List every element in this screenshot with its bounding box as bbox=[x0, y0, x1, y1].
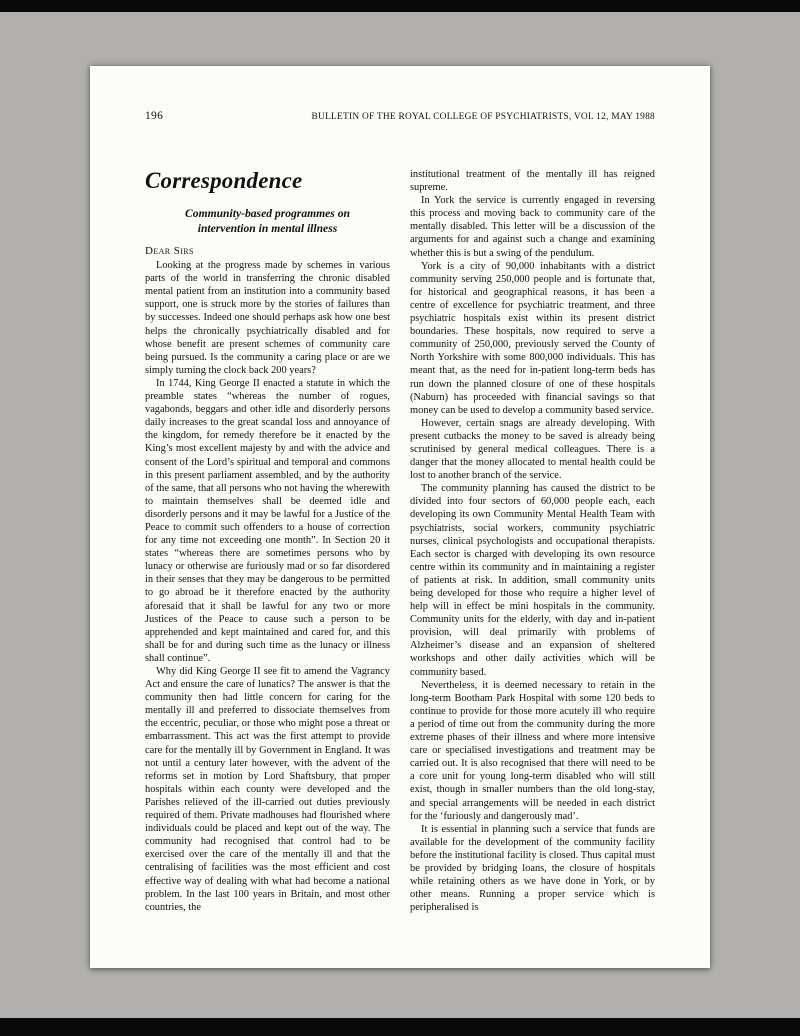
paragraph: In 1744, King George II enacted a statute in which the preamble states “whereas the number of rogues, vagabonds, beggars and other idle and disorderly persons daily increases to the great scandal loss and annoyance of the kingdom, for remedy therefore be it enacted by the King’s most excellent majesty by and with the advice and consent of the Lord’s spiritual and temporal and commons in this present parliament assembled, and by the authority of the same, that all persons who not having the wherewith to maintain themselves shall be deemed idle and disorderly persons and it may be lawful for a Justice of the Peace to commit such offenders to a house of correction for any time not exceeding one month”. In Section 20 it states “whereas there are sometimes persons who by lunacy or otherwise are furiously mad or so far disordered in their senses that they may be dangerous to be permitted to go abroad be it therefore enacted by the authority aforesaid that it shall be lawful for any two or more Justices of the Peace to cause such a person to be apprehended and kept maintained and cared for, and this shall be for and during such time as the lunacy or illness shall continue”. bbox=[145, 377, 390, 664]
two-column-body bbox=[145, 168, 655, 914]
left-column-paragraphs bbox=[145, 259, 390, 914]
scan-border-top bbox=[0, 0, 800, 12]
paragraph: York is a city of 90,000 inhabitants with a district community serving 250,000 people and is fortunate that, for historical and geographical reasons, it has been a centre of excellence for psychiatric treatment, and three psychiatric hospitals exist within its present district boundaries. These hospitals, now required to serve a community of 250,000, previously served the County of North Yorkshire with some 800,000 individuals. This has meant that, as the need for in-patient long-term beds has run down the planned closure of one of these hospitals (Naburn) has proceeded with financial savings so that money can be used to develop a community based service. bbox=[410, 260, 655, 416]
letter-title-line-2: intervention in mental illness bbox=[197, 221, 338, 235]
salutation: Dear Sirs bbox=[145, 245, 194, 257]
paragraph: Why did King George II see fit to amend the Vagrancy Act and ensure the care of lunatics? The answer is that the community then had little concern for caring for the mentally ill and preferred to dissociate themselves from the eccentric, peculiar, or those who might pose a threat or embarrassment. This act was the first attempt to provide care for the mentally ill by Government in England. It was not until a century later however, with the advent of the reforms set in motion by Lord Shaftsbury, that proper hospitals within each county were developed and the Parishes relieved of the ill-carried out duties previously required of them. Private madhouses had flourished where individuals could be placed and kept out of the way. The community had recognised that control had to be exercised over the care of the mentally ill and that the centralising of facilities was the most efficient and cost effective way of dealing with what had become a national problem. In the last 100 years in Britain, and most other countries, the bbox=[145, 666, 390, 913]
paragraph: However, certain snags are already developing. With present cutbacks the money to be saved is already being scrutinised by general medical colleagues. There is a danger that the money allocated to mental health could be lost to another branch of the service. bbox=[410, 417, 655, 482]
paragraph: Looking at the progress made by schemes in various parts of the world in transferring the chronic disabled mental patient from an institution into a community based support, one is struck more by the stories of failures than by successes. Indeed one should perhaps ask how one best helps the chronically psychiatrically disabled and for whose benefit are present schemes of community care being pursued. Is the community a caring place or are we simply turning the clock back 200 years? bbox=[145, 260, 390, 376]
paragraph: In York the service is currently engaged in reversing this process and moving back to community care of the mentally disabled. This letter will be a discussion of the arguments for and against such a change and examining whether this is but a swing of the pendulum. bbox=[410, 195, 655, 259]
section-title: Correspondence bbox=[145, 168, 303, 193]
paragraph: The community planning has caused the district to be divided into four sectors of 60,000 people each, each developing its own Community Mental Health Team with psychiatrists, social workers, community psychiatric nurses, clinical psychologists and occupational therapists. Each sector is charged with developing its own resource centre within its community and in maintaining a register of patients at risk. In addition, small community units being developed for those who require a higher level of help will in effect be mini hospitals in the community. Community units for the elderly, with day and in-patient provision, will deal primarily with problems of Alzheimer’s disease and an expansion of sheltered workshops and other daily activities which will be community based. bbox=[410, 483, 655, 678]
paragraph: institutional treatment of the mentally ill has reigned supreme. bbox=[410, 169, 655, 194]
paragraph: It is essential in planning such a service that funds are available for the development of the community facility before the institutional facility is closed. Thus capital must be provided by bridging loans, the closure of hospitals while retaining others as we have done in York, or by other means. Running a proper service which is peripheralised is bbox=[410, 823, 655, 914]
page-header bbox=[145, 110, 655, 122]
left-column bbox=[145, 168, 390, 914]
journal-page bbox=[90, 66, 710, 968]
right-column bbox=[410, 168, 655, 914]
scan-border-bottom bbox=[0, 1018, 800, 1036]
page-number: 196 bbox=[145, 110, 164, 122]
letter-title-line-1: Community-based programmes on bbox=[185, 207, 350, 220]
letter-title bbox=[149, 207, 386, 236]
journal-title: BULLETIN OF THE ROYAL COLLEGE OF PSYCHIATRISTS, VOL 12, MAY 1988 bbox=[311, 112, 655, 122]
paragraph: Nevertheless, it is deemed necessary to retain in the long-term Bootham Park Hospital with some 120 beds to continue to provide for those more acutely ill who require a period of time out from the community during the more extreme phases of their illness and where more intensive care or specialised investigations and treatment may be carried out. It is also recognised that there will need to be a core unit for young long-term disabled who will still exist, though in smaller numbers than the old long-stay, and special arrangements will be needed in each district for the ‘furiously and dangerously mad’. bbox=[410, 679, 655, 822]
